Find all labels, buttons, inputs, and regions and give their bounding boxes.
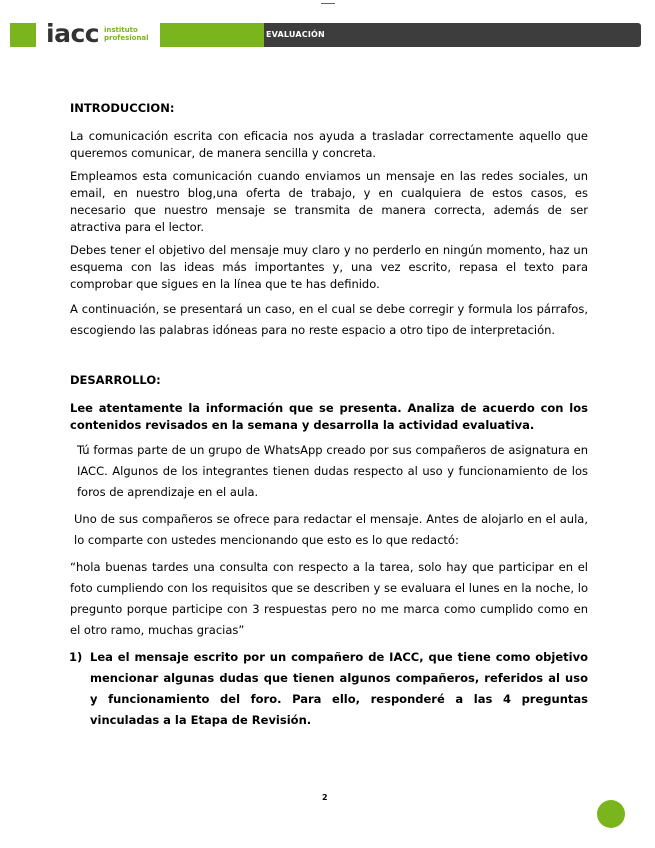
logo-green-square [10,23,36,47]
logo-subtitle [104,26,149,42]
list-item-1 [70,647,588,731]
intro-heading: INTRODUCCION: [70,101,175,115]
desarrollo-heading: DESARROLLO: [70,373,161,387]
list-item-number: 1) [69,650,83,664]
intro-paragraph-1: La comunicación escrita con eficacia nos ayuda a trasladar correctamente aquello que queremos comunicar, de manera sencilla y concreta. [70,129,588,160]
list-item-text: Lea el mensaje escrito por un compañero de IACC, que tiene como objetivo mencionar algunas dudas que tienen algunos compañeros, referidos al uso y funcionamiento del foro. Para ello, responderé a las 4 preguntas vinculadas a la Etapa de Revisión. [90,650,588,727]
intro-paragraph-3: Debes tener el objetivo del mensaje muy claro y no perderlo en ningún momento, haz un esquema con las ideas más importantes y, una vez escrito, repasa el texto para comprobar que sigues en la línea que te has definido. [70,243,588,291]
document-body [70,100,588,731]
desarrollo-paragraph-2: Uno de sus compañeros se ofrece para redactar el mensaje. Antes de alojarlo en el aula, lo comparte con ustedes mencionando que esto es lo que redactó: [74,512,588,547]
page-number: 2 [322,793,328,802]
logo-text: iacc [46,19,100,48]
header-title: EVALUACIÓN [266,30,325,39]
desarrollo-instruction: Lee atentamente la información que se presenta. Analiza de acuerdo con los contenidos revisados en la semana y desarrolla la actividad evaluativa. [70,401,588,432]
top-edge-mark [321,0,335,4]
quoted-message: “hola buenas tardes una consulta con respecto a la tarea, solo hay que participar en el foto cumpliendo con los requisitos que se describen y se evaluara el lunes en la noche, lo pregunto porque participe con 3 respuestas pero no me marca como cumplido como en el otro ramo, muchas gracias” [70,560,588,637]
intro-paragraph-2: Empleamos esta comunicación cuando enviamos un mensaje en las redes sociales, un email, en nuestro blog,una oferta de trabajo, y en cualquiera de estos casos, es necesario que nuestro mensaje se transmita de manera correcta, además de ser atractiva para el lector. [70,169,588,234]
intro-paragraph-4: A continuación, se presentará un caso, en el cual se debe corregir y formula los párrafos, escogiendo las palabras idóneas para no reste espacio a otro tipo de interpretación. [70,302,588,337]
header-green-bar [160,23,264,47]
logo-subtitle-line1: instituto [104,26,138,34]
footer-green-circle [597,800,625,828]
desarrollo-paragraph-1: Tú formas parte de un grupo de WhatsApp creado por sus compañeros de asignatura en IACC. Algunos de los integrantes tienen dudas respecto al uso y funcionamiento de los foros de aprendizaje en el aula. [77,443,588,499]
logo-subtitle-line2: profesional [104,34,149,42]
